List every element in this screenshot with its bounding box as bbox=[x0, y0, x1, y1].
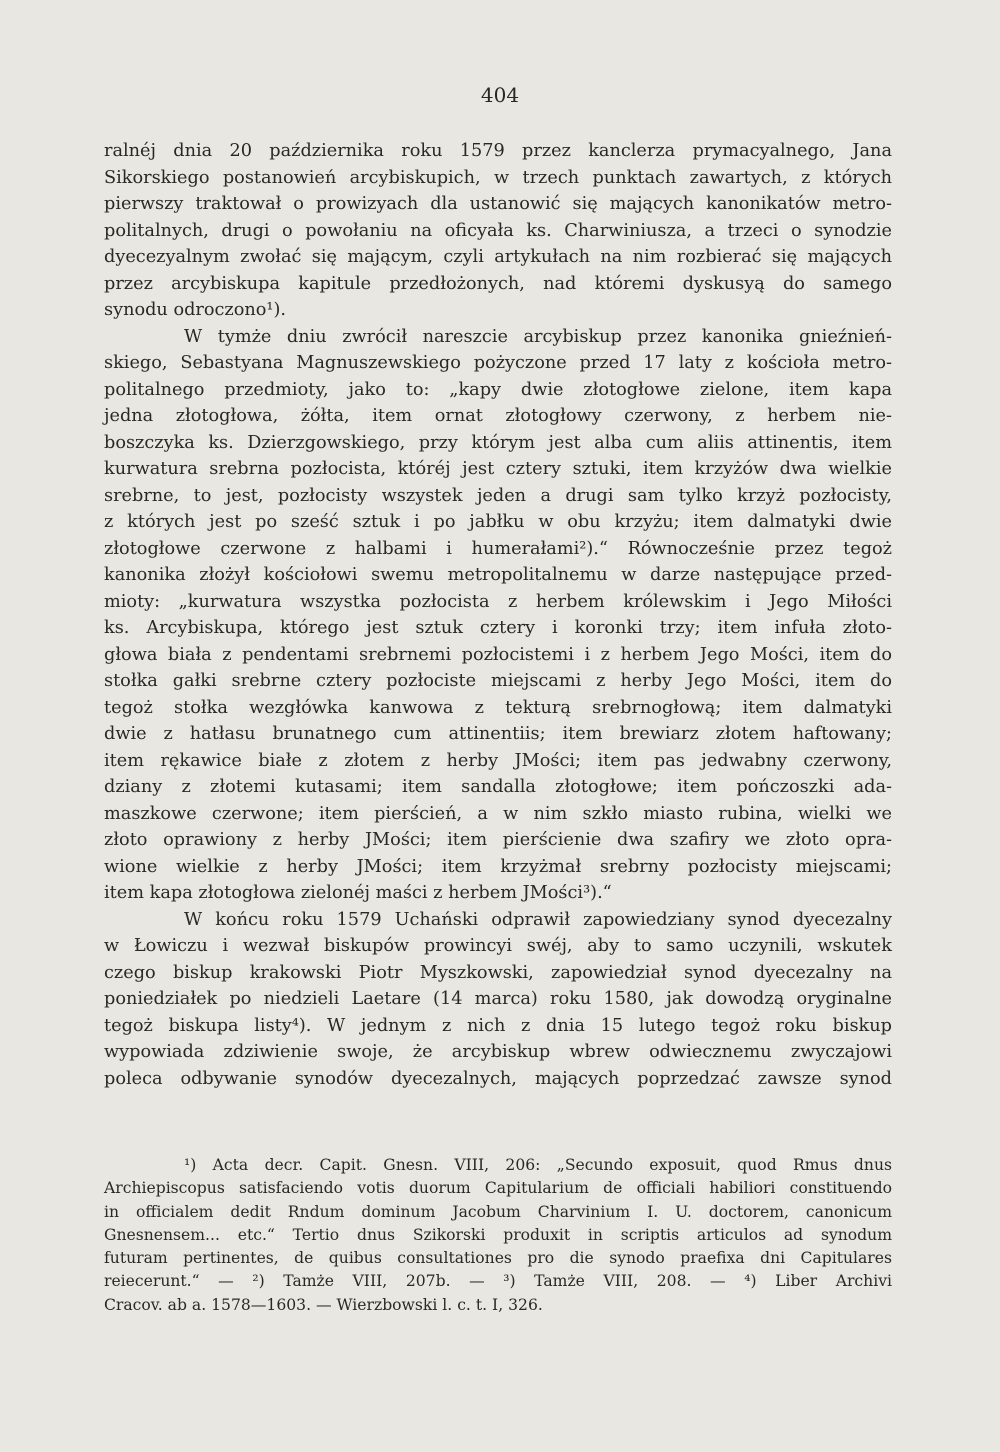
text-line: wypowiada zdziwienie swoje, że arcybiskup wbrew odwiecznemu zwyczajowi bbox=[104, 1042, 892, 1062]
text-line: w Łowiczu i wezwał biskupów prowincyi swéj, aby to samo uczynili, wskutek bbox=[104, 936, 892, 956]
text-line: mioty: „kurwatura wszystka pozłocista z herbem królewskim i Jego Miłości bbox=[104, 591, 892, 612]
footnote-line: Cracov. ab a. 1578—1603. — Wierzbowski l. c. t. I, 326. bbox=[104, 1295, 543, 1314]
text-line: politalnego przedmioty, jako to: „kapy dwie złotogłowe zielone, item kapa bbox=[104, 379, 892, 400]
text-line: głowa biała z pendentami srebrnemi pozłocistemi i z herbem Jego Mości, item do bbox=[104, 644, 892, 665]
text-line: ralnéj dnia 20 października roku 1579 przez kanclerza prymacyalnego, Jana bbox=[104, 141, 892, 161]
text-line: synodu odroczono¹). bbox=[104, 300, 287, 320]
text-line: poleca odbywanie synodów dyecezalnych, mających poprzedzać zawsze synod bbox=[104, 1068, 892, 1089]
text-line: dwie z hatłasu brunatnego cum attinentiis; item brewiarz złotem haftowany; bbox=[104, 724, 892, 744]
text-line: tegoż biskupa listy⁴). W jednym z nich z dnia 15 lutego tegoż roku biskup bbox=[104, 1015, 892, 1036]
footnote-line: Archiepiscopus satisfaciendo votis duorum Capitularium de officiali habiliori constituendo bbox=[104, 1179, 892, 1198]
text-line: dziany z złotemi kutasami; item sandalla złotogłowe; item pończoszki ada- bbox=[104, 777, 892, 797]
text-line: skiego, Sebastyana Magnuszewskiego pożyczone przed 17 laty z kościoła metro- bbox=[104, 353, 892, 373]
footnote-line: in officialem dedit Rndum dominum Jacobum Charvinium I. U. doctorem, canonicum bbox=[104, 1202, 892, 1221]
text-line: złoto oprawiony z herby JMości; item pierścienie dwa szafiry we złoto opra- bbox=[104, 830, 892, 850]
footnote-line: ¹) Acta decr. Capit. Gnesn. VIII, 206: „Secundo exposuit, quod Rmus dnus bbox=[184, 1156, 892, 1174]
text-line: kurwatura srebrna pozłocista, któréj jest cztery sztuki, item krzyżów dwa wielkie bbox=[104, 459, 892, 479]
text-line: z których jest po sześć sztuk i po jabłku w obu krzyżu; item dalmatyki dwie bbox=[104, 512, 892, 532]
page-number: 404 bbox=[480, 83, 520, 107]
footnote-line: futuram pertinentes, de quibus consultationes pro die synodo praefixa dni Capitulares bbox=[104, 1249, 892, 1268]
text-line: item kapa złotogłowa zielonéj maści z herbem JMości³).“ bbox=[104, 883, 612, 903]
footnote-line: reiecerunt.“ — ²) Tamże VIII, 207b. — ³) Tamże VIII, 208. — ⁴) Liber Archivi bbox=[104, 1272, 892, 1291]
text-line: W tymże dniu zwrócił nareszcie arcybiskup przez kanonika gnieźnień- bbox=[184, 326, 892, 347]
text-line: Sikorskiego postanowień arcybiskupich, w trzech punktach zawartych, z których bbox=[104, 167, 892, 188]
text-line: boszczyka ks. Dzierzgowskiego, przy którym jest alba cum aliis attinentis, item bbox=[104, 432, 892, 453]
text-line: stołka gałki srebrne cztery pozłociste miejscami z herby Jego Mości, item do bbox=[104, 671, 892, 691]
text-line: politalnych, drugi o powołaniu na oficyała ks. Charwiniusza, a trzeci o synodzie bbox=[104, 220, 892, 241]
main-text bbox=[104, 138, 892, 1092]
footnotes bbox=[104, 1154, 892, 1317]
text-line: tegoż stołka wezgłówka kanwowa z tekturą srebrnogłową; item dalmatyki bbox=[104, 697, 892, 718]
text-line: srebrne, to jest, pozłocisty wszystek jeden a drugi sam tylko krzyż pozłocisty, bbox=[104, 485, 892, 506]
text-line: pierwszy traktował o prowizyach dla ustanowić się mających kanonikatów metro- bbox=[104, 194, 892, 214]
text-line: poniedziałek po niedzieli Laetare (14 marca) roku 1580, jak dowodzą oryginalne bbox=[104, 989, 892, 1009]
text-line: dyecezyalnym zwołać się mającym, czyli artykułach na nim rozbierać się mających bbox=[104, 247, 892, 267]
text-line: przez arcybiskupa kapitule przedłożonych, nad któremi dyskusyą do samego bbox=[104, 273, 892, 294]
text-line: W końcu roku 1579 Uchański odprawił zapowiedziany synod dyecezalny bbox=[184, 909, 892, 930]
text-line: maszkowe czerwone; item pierścień, a w nim szkło miasto rubina, wielki we bbox=[104, 803, 892, 824]
text-line: wione wielkie z herby JMości; item krzyżmał srebrny pozłocisty miejscami; bbox=[104, 856, 892, 877]
footnote-line: Gnesnensem... etc.“ Tertio dnus Szikorski produxit in scriptis articulos ad synodum bbox=[104, 1225, 892, 1244]
text-line: item rękawice białe z złotem z herby JMości; item pas jedwabny czerwony, bbox=[104, 750, 892, 771]
text-line: jedna złotogłowa, żółta, item ornat złotogłowy czerwony, z herbem nie- bbox=[104, 406, 892, 426]
text-line: kanonika złożył kościołowi swemu metropolitalnemu w darze następujące przed- bbox=[104, 565, 892, 585]
text-line: złotogłowe czerwone z halbami i humerałami²).“ Równocześnie przez tegoż bbox=[104, 538, 892, 559]
text-line: ks. Arcybiskupa, którego jest sztuk cztery i koronki trzy; item infuła złoto- bbox=[104, 618, 892, 638]
text-line: czego biskup krakowski Piotr Myszkowski, zapowiedział synod dyecezalny na bbox=[104, 962, 892, 983]
